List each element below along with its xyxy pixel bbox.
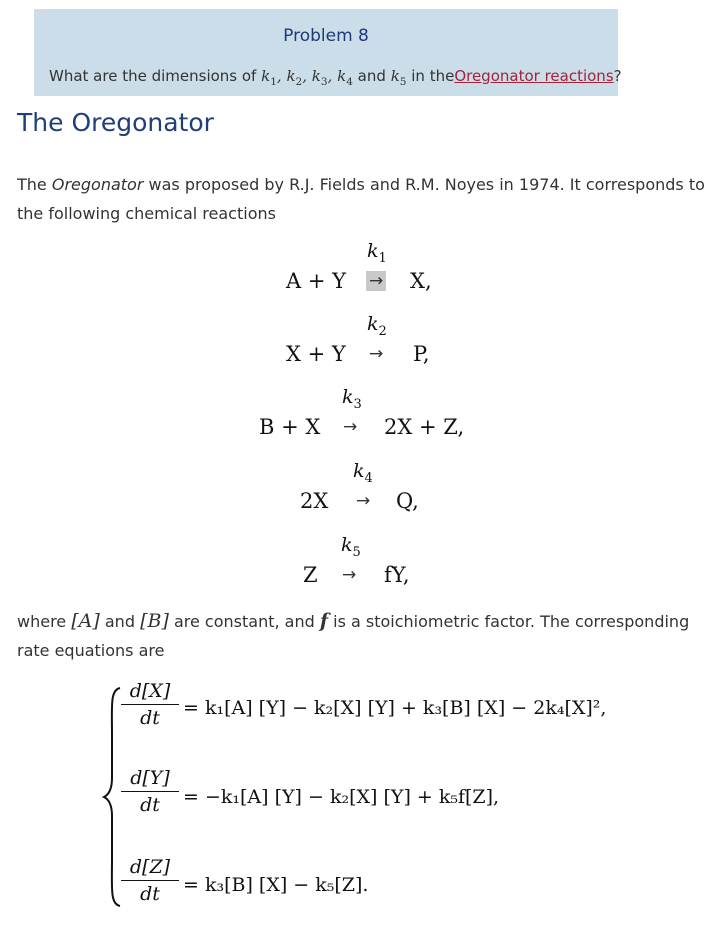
- system-brace-icon: [102, 686, 122, 908]
- reaction-arrow: →: [366, 271, 386, 291]
- reaction-arrow: →: [356, 491, 371, 511]
- rate-constant-label: $k_5$: [341, 534, 361, 560]
- rate-constant-label: $k_3$: [342, 386, 362, 412]
- rate-eq-rhs: = k₁[A] [Y] − k₂[X] [Y] + k₃[B] [X] − 2k₄[X]²,: [183, 697, 607, 719]
- math-k5: $k_5$: [390, 67, 407, 88]
- math-bracket-a: [A]: [71, 610, 100, 632]
- rate-eq-rhs: = k₃[B] [X] − k₅[Z].: [183, 874, 369, 896]
- intro-text-2: was proposed by R.J. Fields and R.M. Noyes in 1974. It corresponds to the following chemical reactions: [17, 175, 705, 223]
- question-prefix: What are the dimensions of: [49, 67, 257, 85]
- question-in-the: in the: [411, 67, 455, 85]
- reaction-rhs: P,: [413, 342, 430, 366]
- reaction-lhs: 2X: [300, 489, 329, 513]
- math-f: f: [319, 610, 329, 632]
- intro-text-1: The: [17, 175, 47, 194]
- math-k1: $k_1$, $k_2$, $k_3$, $k_4$: [261, 67, 353, 88]
- where-and: and: [104, 612, 135, 631]
- reaction-rhs: Q,: [396, 489, 419, 513]
- reaction-rhs: X,: [410, 269, 432, 293]
- section-heading: The Oregonator: [17, 108, 214, 137]
- reaction-lhs: B + X: [259, 415, 321, 439]
- problem-question: [49, 67, 622, 88]
- where-text-1: where: [17, 612, 67, 631]
- question-and: and: [357, 67, 386, 85]
- reaction-lhs: Z: [303, 563, 318, 587]
- intro-paragraph: [17, 170, 707, 228]
- rate-eq-fraction: $\frac{d[X]}{dt}$: [121, 680, 179, 729]
- rate-eq-rhs: = −k₁[A] [Y] − k₂[X] [Y] + k₅f[Z],: [183, 786, 500, 808]
- intro-emphasis: Oregonator: [51, 175, 144, 194]
- reaction-rhs: 2X + Z,: [384, 415, 465, 439]
- rate-constant-label: $k_2$: [367, 313, 387, 339]
- oregonator-reactions-link[interactable]: Oregonator reactions: [454, 67, 614, 85]
- where-text-2: are constant, and: [173, 612, 315, 631]
- rate-eq-fraction: $\frac{d[Z]}{dt}$: [121, 856, 179, 905]
- rate-eq-fraction: $\frac{d[Y]}{dt}$: [121, 767, 179, 816]
- problem-title: Problem 8: [283, 26, 369, 46]
- reaction-lhs: A + Y: [286, 269, 346, 293]
- rate-constant-label: $k_4$: [353, 460, 373, 486]
- reaction-lhs: X + Y: [286, 342, 346, 366]
- reaction-arrow: →: [369, 344, 384, 364]
- reaction-rhs: fY,: [384, 563, 410, 587]
- reaction-arrow: →: [342, 565, 357, 585]
- rate-constant-label: $k_1$: [367, 240, 387, 266]
- where-text-3: is a stoichiometric factor. The corresponding rate equations are: [17, 612, 690, 660]
- question-end: ?: [613, 67, 622, 85]
- math-bracket-b: [B]: [140, 610, 169, 632]
- problem-box: [34, 9, 622, 96]
- where-paragraph: [17, 607, 707, 665]
- reaction-arrow: →: [343, 417, 358, 437]
